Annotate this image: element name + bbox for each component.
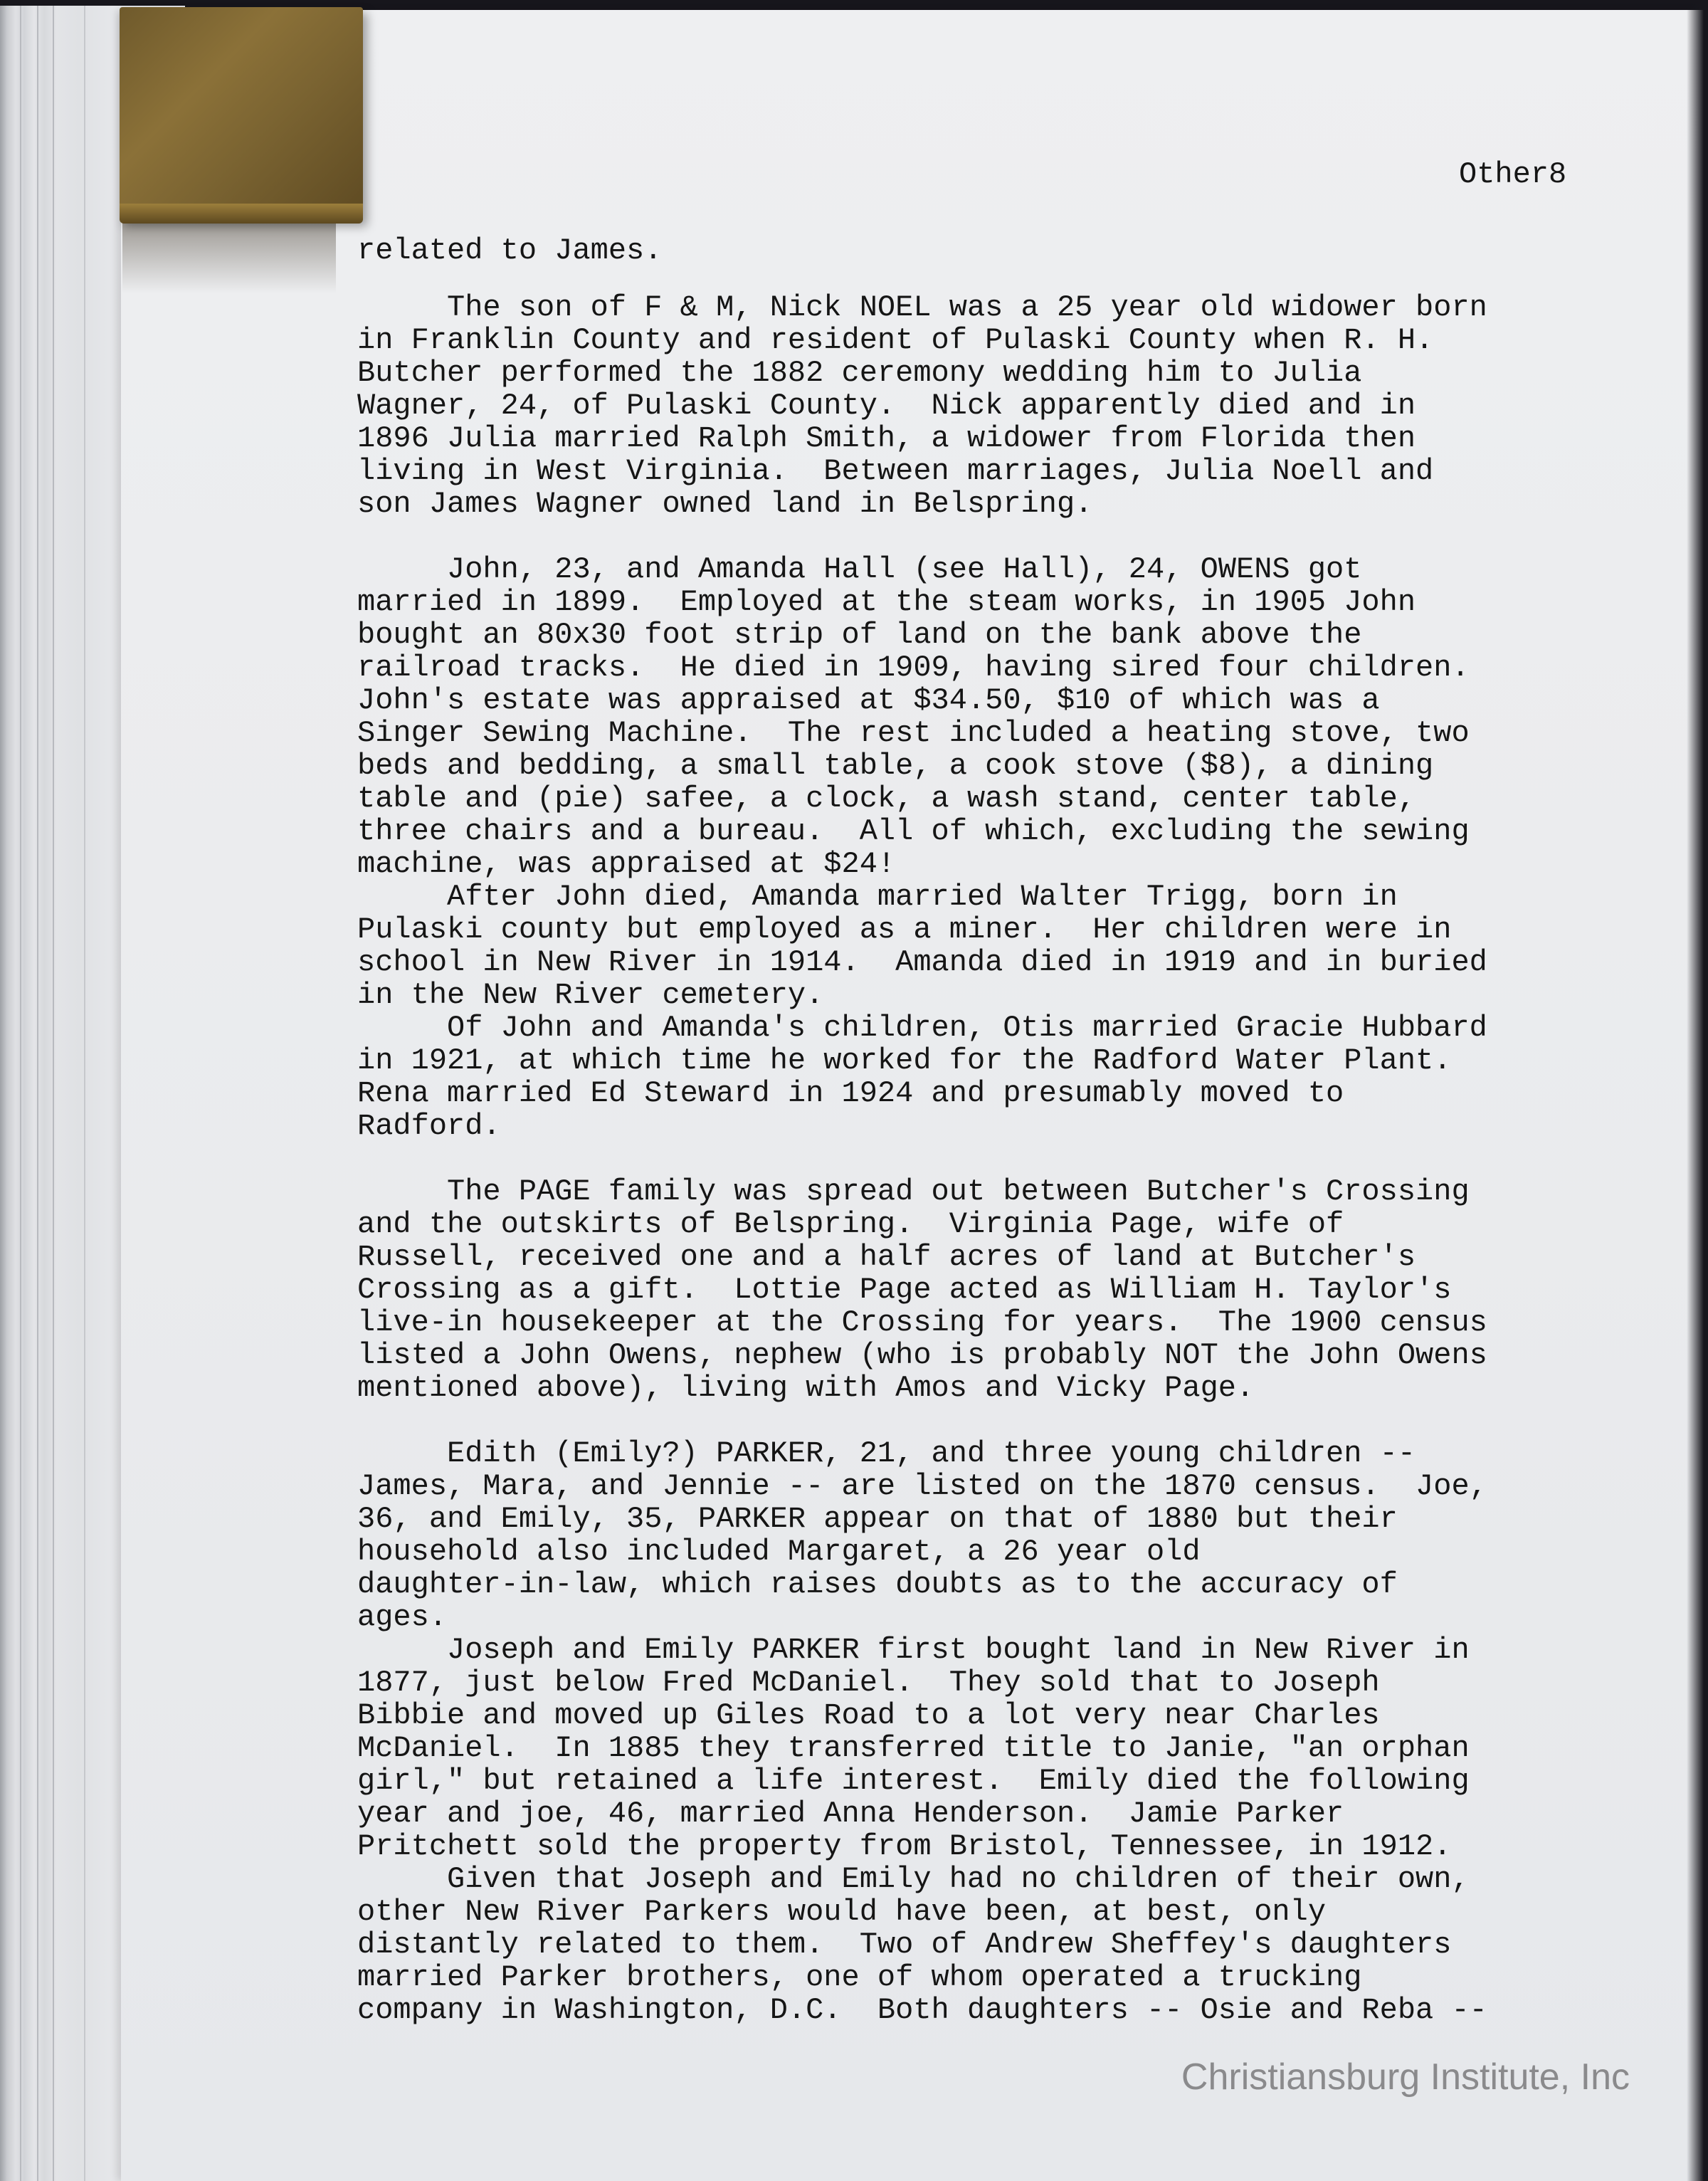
- text-line: in Franklin County and resident of Pulaski County when R. H.: [357, 323, 1434, 357]
- text-line: After John died, Amanda married Walter Trigg, born in: [357, 880, 1398, 914]
- text-line: Edith (Emily?) PARKER, 21, and three young children --: [357, 1436, 1416, 1471]
- text-line: year and joe, 46, married Anna Henderson. Jamie Parker: [357, 1797, 1344, 1831]
- text-line: McDaniel. In 1885 they transferred title to Janie, "an orphan: [357, 1731, 1470, 1765]
- text-line: John's estate was appraised at $34.50, $10 of which was a: [357, 683, 1380, 718]
- page-edge-shadow: [1687, 0, 1708, 2181]
- clip-shadow: [122, 222, 336, 293]
- page-edge-line: [37, 6, 38, 2181]
- binder-clip: [120, 7, 363, 221]
- page-edge-line: [53, 6, 54, 2181]
- text-line: James, Mara, and Jennie -- are listed on the 1870 census. Joe,: [357, 1469, 1487, 1503]
- binder-clip-edge: [120, 204, 363, 224]
- text-line: live-in housekeeper at the Crossing for years. The 1900 census: [357, 1305, 1487, 1340]
- text-line: company in Washington, D.C. Both daughters -- Osie and Reba --: [357, 1993, 1487, 2027]
- text-line: table and (pie) safee, a clock, a wash stand, center table,: [357, 782, 1416, 816]
- text-line: married Parker brothers, one of whom operated a trucking: [357, 1960, 1362, 1995]
- text-line: 36, and Emily, 35, PARKER appear on that of 1880 but their: [357, 1502, 1398, 1536]
- text-line: Joseph and Emily PARKER first bought land in New River in: [357, 1633, 1470, 1667]
- text-line: girl," but retained a life interest. Emily died the following: [357, 1764, 1470, 1798]
- text-line: Wagner, 24, of Pulaski County. Nick apparently died and in: [357, 389, 1416, 423]
- text-line: Bibbie and moved up Giles Road to a lot very near Charles: [357, 1698, 1380, 1733]
- text-line: The PAGE family was spread out between Butcher's Crossing: [357, 1174, 1470, 1209]
- text-line: 1896 Julia married Ralph Smith, a widower from Florida then: [357, 421, 1416, 456]
- text-line: son James Wagner owned land in Belspring.: [357, 487, 1093, 521]
- text-line: beds and bedding, a small table, a cook stove ($8), a dining: [357, 749, 1434, 783]
- text-line: and the outskirts of Belspring. Virginia Page, wife of: [357, 1207, 1344, 1241]
- text-line: living in West Virginia. Between marriages, Julia Noell and: [357, 454, 1434, 488]
- text-line: Rena married Ed Steward in 1924 and presumably moved to: [357, 1076, 1344, 1110]
- page-number: Other8: [1459, 157, 1567, 191]
- text-line: Radford.: [357, 1109, 501, 1143]
- text-line: other New River Parkers would have been, at best, only: [357, 1895, 1327, 1929]
- text-line: Russell, received one and a half acres of land at Butcher's: [357, 1240, 1416, 1274]
- text-line: 1877, just below Fred McDaniel. They sold that to Joseph: [357, 1666, 1380, 1700]
- text-line: ages.: [357, 1600, 448, 1634]
- text-line: Butcher performed the 1882 ceremony wedding him to Julia: [357, 356, 1362, 390]
- text-line: in the New River cemetery.: [357, 978, 824, 1012]
- text-line: The son of F & M, Nick NOEL was a 25 year old widower born: [357, 290, 1487, 325]
- text-line: Singer Sewing Machine. The rest included a heating stove, two: [357, 716, 1470, 750]
- text-line: mentioned above), living with Amos and Vicky Page.: [357, 1371, 1255, 1405]
- text-line: railroad tracks. He died in 1909, having sired four children.: [357, 651, 1470, 685]
- text-line: married in 1899. Employed at the steam works, in 1905 John: [357, 585, 1416, 619]
- text-line: Pritchett sold the property from Bristol, Tennessee, in 1912.: [357, 1829, 1452, 1864]
- watermark-text: Christiansburg Institute, Inc: [1181, 2056, 1630, 2098]
- text-line: related to James.: [357, 233, 663, 268]
- text-line: Crossing as a gift. Lottie Page acted as William H. Taylor's: [357, 1273, 1452, 1307]
- text-line: Given that Joseph and Emily had no children of their own,: [357, 1862, 1470, 1896]
- text-line: distantly related to them. Two of Andrew Sheffey's daughters: [357, 1928, 1452, 1962]
- page-edge-line: [84, 6, 85, 2181]
- text-line: John, 23, and Amanda Hall (see Hall), 24, OWENS got: [357, 552, 1362, 587]
- text-line: machine, was appraised at $24!: [357, 847, 896, 881]
- text-line: school in New River in 1914. Amanda died in 1919 and in buried: [357, 945, 1487, 979]
- text-line: in 1921, at which time he worked for the Radford Water Plant.: [357, 1044, 1452, 1078]
- text-line: three chairs and a bureau. All of which, excluding the sewing: [357, 814, 1470, 848]
- text-line: Pulaski county but employed as a miner. Her children were in: [357, 913, 1452, 947]
- text-line: Of John and Amanda's children, Otis married Gracie Hubbard: [357, 1011, 1487, 1045]
- text-line: household also included Margaret, a 26 year old: [357, 1535, 1201, 1569]
- text-line: bought an 80x30 foot strip of land on the bank above the: [357, 618, 1362, 652]
- text-line: daughter-in-law, which raises doubts as to the accuracy of: [357, 1567, 1398, 1602]
- page-edge-line: [20, 6, 21, 2181]
- text-line: listed a John Owens, nephew (who is probably NOT the John Owens: [357, 1338, 1487, 1372]
